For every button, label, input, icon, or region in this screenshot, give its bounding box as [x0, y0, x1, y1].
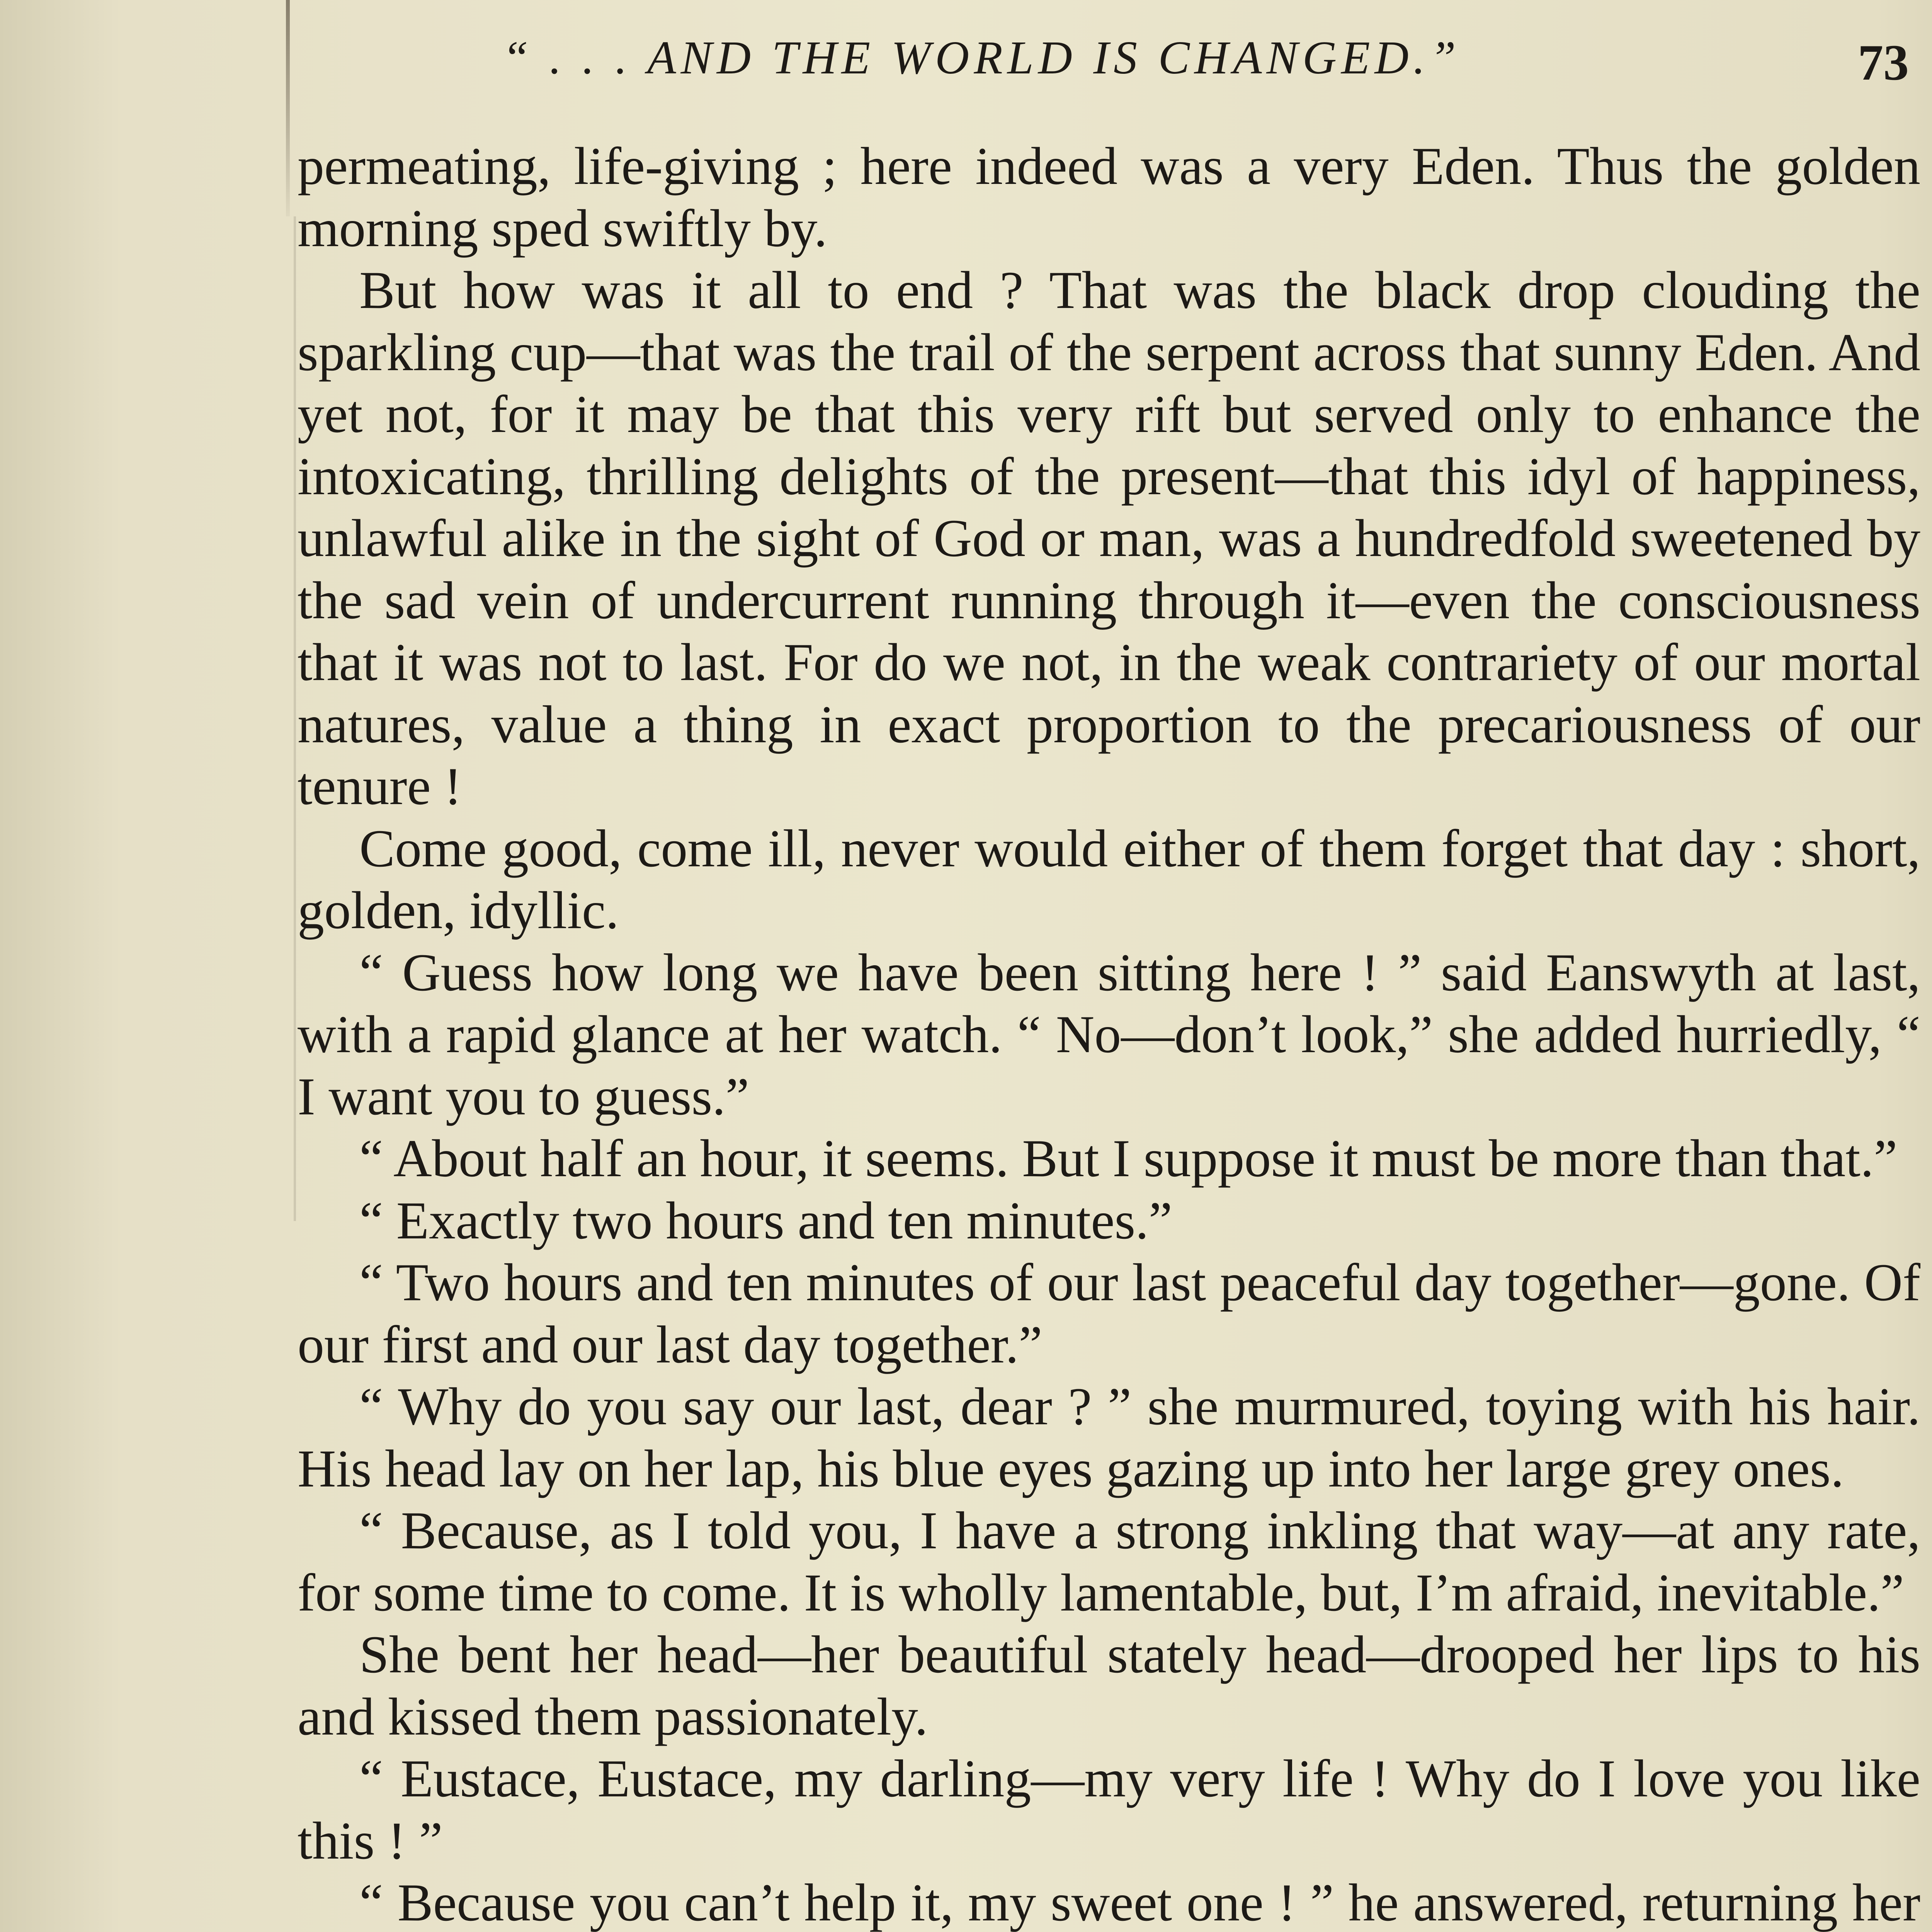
running-head: “ . . . AND THE WORLD IS CHANGED.”: [502, 32, 1461, 84]
paragraph: “ Because you can’t help it, my sweet one ! ” he answered, returning her: [359, 1873, 1920, 1932]
paragraph: “ Guess how long we have been sitting here ! ” said Eanswyth at last, with a rapid glance at her watch. “ No—don’t look,” she added hurriedly, “ I want you to guess.”: [298, 942, 1920, 1126]
paragraph: Come good, come ill, never would either of them forget that day : short, golden, idyllic.: [298, 818, 1920, 940]
page-header: [502, 23, 1909, 100]
paragraph: “ Two hours and ten minutes of our last peaceful day together—gone. Of our first and our last day together.”: [298, 1253, 1920, 1374]
paragraph: She bent her head—her beautiful stately head—drooped her lips to his and kissed them passionately.: [298, 1625, 1920, 1746]
paragraph: “ Exactly two hours and ten minutes.”: [359, 1190, 1172, 1250]
body-text: [298, 135, 1920, 1932]
paragraph: “ About half an hour, it seems. But I suppose it must be more than that.”: [359, 1129, 1898, 1188]
paragraph: But how was it all to end ? That was the black drop clouding the sparkling cup—that was the trail of the serpent across that sunny Eden. And yet not, for it may be that this very rift but served only to enhance the intoxicating, thrilling delights of the present—that this idyl of happiness, unlawful alike in the sight of God or man, was a hundredfold sweetened by the sad vein of undercurrent running through it—even the consciousness that it was not to last. For do we not, in the weak contrariety of our mortal natures, value a thing in exact proportion to the precariousness of our tenure !: [298, 260, 1920, 816]
paragraph: permeating, life-giving ; here indeed was a very Eden. Thus the golden morning sped swiftly by.: [298, 136, 1920, 258]
page-number: 73: [1858, 34, 1909, 91]
paragraph: “ Because, as I told you, I have a strong inkling that way—at any rate, for some time to come. It is wholly lamentable, but, I’m afraid, inevitable.”: [298, 1501, 1920, 1622]
paragraph: “ Eustace, Eustace, my darling—my very life ! Why do I love you like this ! ”: [298, 1749, 1920, 1870]
binding-shadow: [294, 216, 296, 1221]
paragraph: “ Why do you say our last, dear ? ” she murmured, toying with his hair. His head lay on her lap, his blue eyes gazing up into her large grey ones.: [298, 1377, 1920, 1498]
binding-crease: [286, 0, 290, 216]
